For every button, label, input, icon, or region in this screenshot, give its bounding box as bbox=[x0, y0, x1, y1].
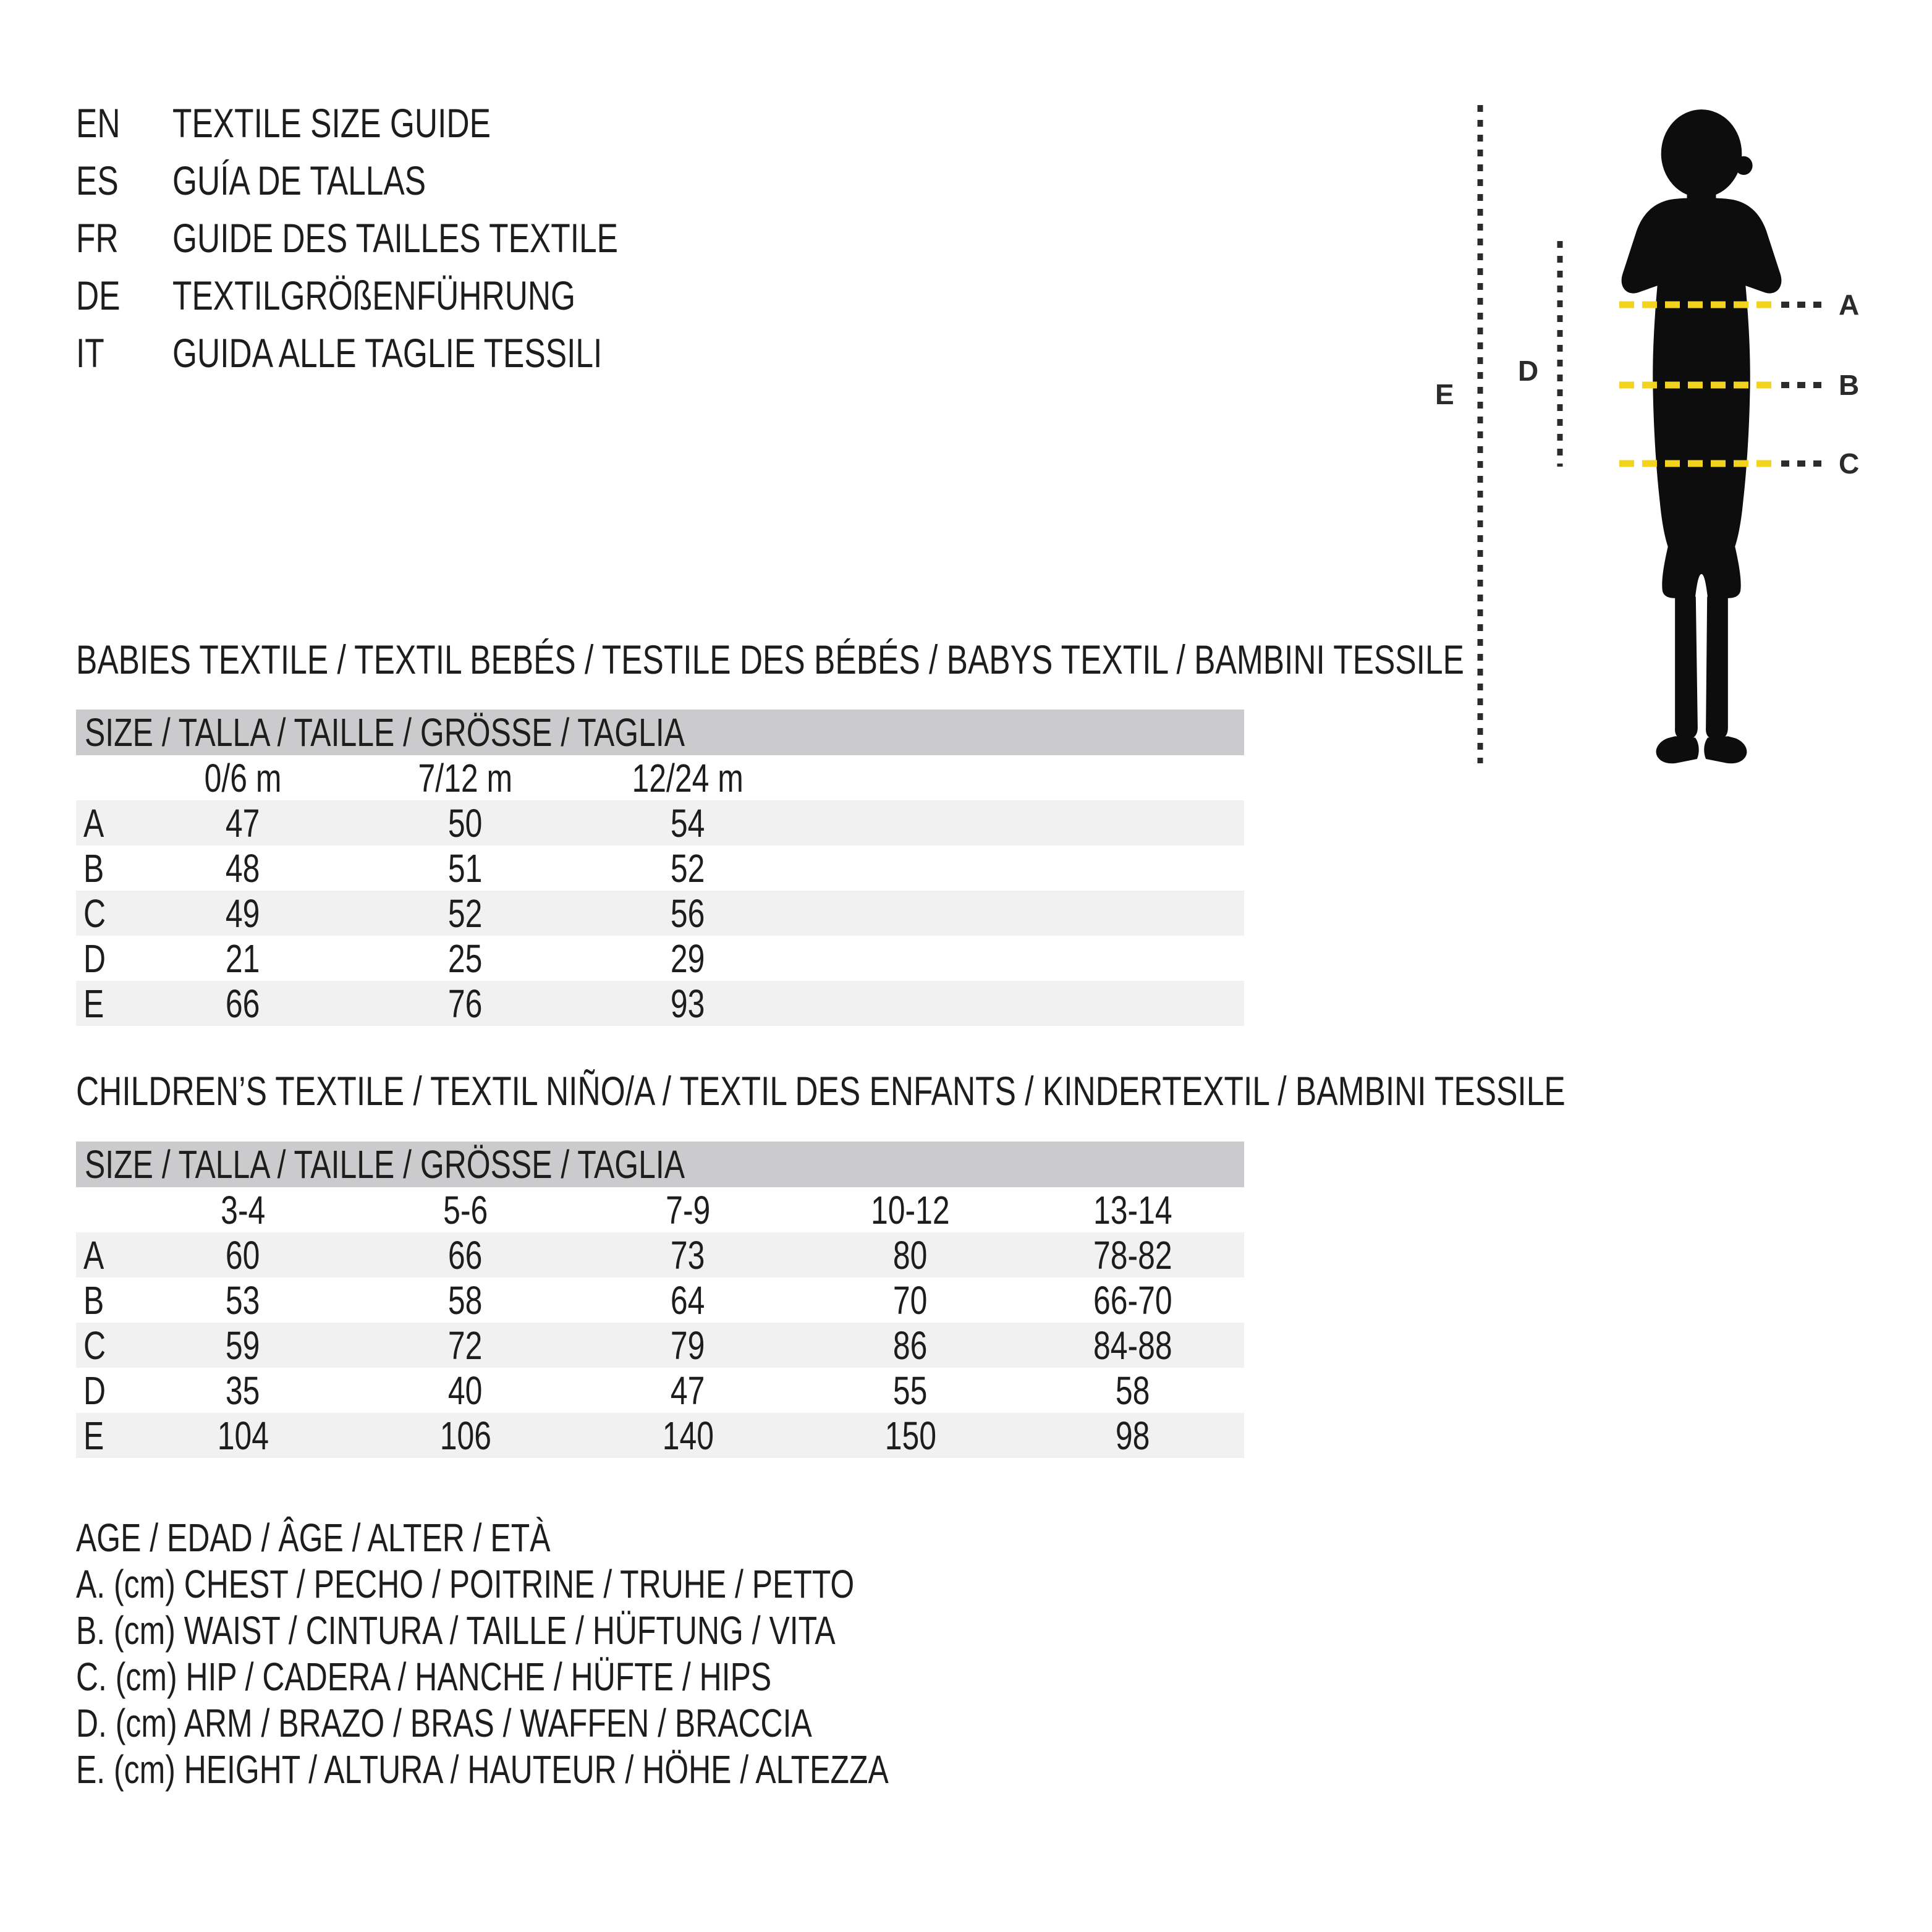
size-value: 58 bbox=[448, 1277, 483, 1323]
size-value: 72 bbox=[448, 1323, 483, 1368]
babies-column-header: 7/12 m bbox=[418, 755, 513, 800]
measure-label-e: E bbox=[1435, 378, 1454, 410]
children-size-header-bar bbox=[76, 1142, 1244, 1187]
children-column-header: 7-9 bbox=[665, 1187, 711, 1232]
guide-title-fr: GUIDE DES TAILLES TEXTILE bbox=[172, 214, 618, 261]
row-label: A bbox=[83, 800, 104, 845]
child-ear bbox=[1735, 156, 1753, 175]
child-left-shoe bbox=[1656, 736, 1699, 763]
size-header-text: SIZE / TALLA / TAILLE / GRÖSSE / TAGLIA bbox=[85, 1142, 685, 1187]
size-value: 56 bbox=[671, 891, 705, 936]
size-value: 55 bbox=[893, 1368, 928, 1413]
row-label: C bbox=[83, 1323, 106, 1368]
measure-label-c: C bbox=[1839, 447, 1860, 480]
size-value: 106 bbox=[439, 1413, 491, 1458]
size-value: 66 bbox=[448, 1232, 483, 1277]
guide-title-de: TEXTILGRÖßENFÜHRUNG bbox=[172, 272, 576, 318]
language-code-en bbox=[76, 100, 172, 146]
babies-column-header: 0/6 m bbox=[204, 755, 282, 800]
children-section-title-text: CHILDREN’S TEXTILE / TEXTIL NIÑO/A / TEXTIL DES ENFANTS / KINDERTEXTIL / BAMBINI TESSILE bbox=[76, 1068, 1566, 1114]
babies-row-d bbox=[76, 936, 1244, 981]
language-code-it bbox=[76, 329, 172, 376]
size-value: 47 bbox=[226, 800, 260, 845]
size-value: 70 bbox=[893, 1277, 928, 1323]
size-value: 64 bbox=[671, 1277, 705, 1323]
guide-title-it: GUIDA ALLE TAGLIE TESSILI bbox=[172, 329, 603, 376]
size-value: 52 bbox=[671, 845, 705, 891]
language-row-de bbox=[76, 266, 744, 324]
children-row-d bbox=[76, 1368, 1244, 1413]
babies-row-e bbox=[76, 981, 1244, 1026]
measure-label-a: A bbox=[1839, 289, 1860, 321]
child-right-shoe bbox=[1704, 736, 1747, 763]
row-label: D bbox=[83, 936, 106, 981]
size-value: 93 bbox=[671, 981, 705, 1026]
size-value: 50 bbox=[448, 800, 483, 845]
children-row-a bbox=[76, 1232, 1244, 1277]
size-value: 21 bbox=[226, 936, 260, 981]
children-column-header: 5-6 bbox=[443, 1187, 488, 1232]
children-column-header: 10-12 bbox=[871, 1187, 950, 1232]
row-label: D bbox=[83, 1368, 106, 1413]
measurement-legend bbox=[76, 1514, 1118, 1792]
legend-chest: A. (cm) CHEST / PECHO / POITRINE / TRUHE / PETTO bbox=[76, 1561, 855, 1606]
legend-hip: C. (cm) HIP / CADERA / HANCHE / HÜFTE / HIPS bbox=[76, 1654, 772, 1699]
size-value: 66 bbox=[226, 981, 260, 1026]
children-row-b bbox=[76, 1277, 1244, 1323]
language-row-en bbox=[76, 94, 744, 151]
language-title-list bbox=[76, 94, 744, 381]
row-label: C bbox=[83, 891, 106, 936]
babies-column-header: 12/24 m bbox=[632, 755, 744, 800]
size-value: 58 bbox=[1116, 1368, 1150, 1413]
size-value: 66-70 bbox=[1093, 1277, 1172, 1323]
children-size-table bbox=[76, 1142, 1244, 1458]
size-value: 49 bbox=[226, 891, 260, 936]
children-row-c bbox=[76, 1323, 1244, 1368]
row-label: A bbox=[83, 1232, 104, 1277]
language-row-fr bbox=[76, 209, 744, 266]
measure-label-b: B bbox=[1839, 369, 1860, 401]
babies-row-c bbox=[76, 891, 1244, 936]
language-row-it bbox=[76, 324, 744, 381]
row-label: E bbox=[83, 981, 104, 1026]
guide-title-es: GUÍA DE TALLAS bbox=[172, 157, 426, 203]
size-header-text: SIZE / TALLA / TAILLE / GRÖSSE / TAGLIA bbox=[85, 710, 685, 755]
language-code-text: DE bbox=[76, 272, 121, 318]
size-value: 59 bbox=[226, 1323, 260, 1368]
size-value: 54 bbox=[671, 800, 705, 845]
size-value: 84-88 bbox=[1093, 1323, 1172, 1368]
language-code-text: FR bbox=[76, 214, 119, 261]
size-value: 98 bbox=[1116, 1413, 1150, 1458]
language-code-es bbox=[76, 157, 172, 204]
measure-label-d: D bbox=[1518, 355, 1539, 387]
size-value: 47 bbox=[671, 1368, 705, 1413]
size-value: 78-82 bbox=[1093, 1232, 1172, 1277]
language-code-de bbox=[76, 272, 172, 319]
size-value: 48 bbox=[226, 845, 260, 891]
size-value: 29 bbox=[671, 936, 705, 981]
children-row-e bbox=[76, 1413, 1244, 1458]
babies-size-table bbox=[76, 710, 1244, 1026]
language-code-text: EN bbox=[76, 100, 121, 146]
babies-size-header-bar bbox=[76, 710, 1244, 755]
babies-row-b bbox=[76, 845, 1244, 891]
size-value: 76 bbox=[448, 981, 483, 1026]
children-section-title bbox=[76, 1069, 1932, 1112]
guide-title-en: TEXTILE SIZE GUIDE bbox=[172, 100, 491, 146]
language-code-text: ES bbox=[76, 157, 119, 203]
size-value: 73 bbox=[671, 1232, 705, 1277]
children-column-header-row bbox=[76, 1187, 1244, 1232]
size-value: 150 bbox=[884, 1413, 936, 1458]
size-value: 51 bbox=[448, 845, 483, 891]
legend-waist: B. (cm) WAIST / CINTURA / TAILLE / HÜFTUNG / VITA bbox=[76, 1608, 836, 1653]
size-value: 60 bbox=[226, 1232, 260, 1277]
babies-section-title-text: BABIES TEXTILE / TEXTIL BEBÉS / TESTILE DES BÉBÉS / BABYS TEXTIL / BAMBINI TESSILE bbox=[76, 637, 1464, 682]
legend-age: AGE / EDAD / ÂGE / ALTER / ETÀ bbox=[76, 1515, 551, 1560]
size-value: 53 bbox=[226, 1277, 260, 1323]
language-row-es bbox=[76, 151, 744, 209]
babies-section-title bbox=[76, 638, 1855, 681]
size-value: 40 bbox=[448, 1368, 483, 1413]
babies-row-a bbox=[76, 800, 1244, 845]
size-value: 80 bbox=[893, 1232, 928, 1277]
size-value: 35 bbox=[226, 1368, 260, 1413]
legend-height: E. (cm) HEIGHT / ALTURA / HAUTEUR / HÖHE / ALTEZZA bbox=[76, 1747, 889, 1792]
row-label: B bbox=[83, 1277, 104, 1323]
child-torso bbox=[1622, 198, 1782, 549]
legend-arm: D. (cm) ARM / BRAZO / BRAS / WAFFEN / BRACCIA bbox=[76, 1700, 812, 1745]
language-code-text: IT bbox=[76, 329, 104, 376]
size-value: 140 bbox=[662, 1413, 714, 1458]
child-shorts bbox=[1662, 543, 1740, 598]
row-label: E bbox=[83, 1413, 104, 1458]
children-column-header: 13-14 bbox=[1093, 1187, 1172, 1232]
children-column-header: 3-4 bbox=[220, 1187, 266, 1232]
size-value: 104 bbox=[217, 1413, 269, 1458]
size-value: 25 bbox=[448, 936, 483, 981]
babies-column-header-row bbox=[76, 755, 1244, 800]
size-value: 79 bbox=[671, 1323, 705, 1368]
child-head bbox=[1661, 109, 1742, 198]
row-label: B bbox=[83, 845, 104, 891]
size-value: 52 bbox=[448, 891, 483, 936]
size-value: 86 bbox=[893, 1323, 928, 1368]
language-code-fr bbox=[76, 214, 172, 261]
